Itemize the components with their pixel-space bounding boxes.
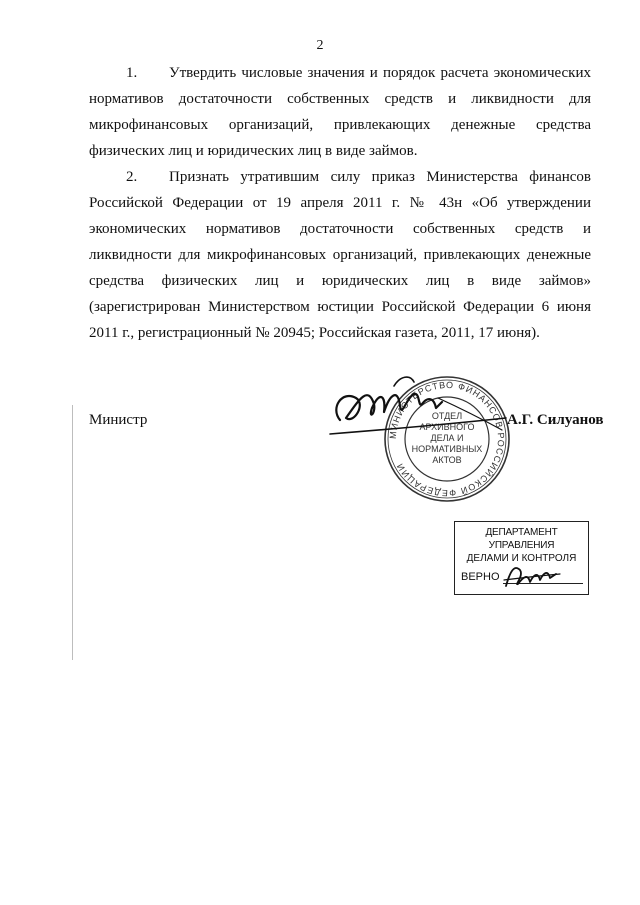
stamp-department-line-1: ДЕПАРТАМЕНТ УПРАВЛЕНИЯ bbox=[485, 527, 558, 551]
signatory-name: А.Г. Силуанов bbox=[507, 412, 604, 428]
seal-center-line-1: ОТДЕЛ bbox=[431, 411, 463, 421]
paragraph-1 bbox=[89, 60, 591, 164]
certification-signature bbox=[500, 556, 564, 596]
signatory-title: Министр bbox=[89, 412, 148, 428]
seal-center-line-3: ДЕЛА И bbox=[430, 433, 464, 443]
stamp-department-line-2: ДЕЛАМИ И КОНТРОЛЯ bbox=[466, 553, 577, 564]
paragraph-2 bbox=[89, 164, 591, 346]
seal-center-line-5: АКТОВ bbox=[432, 455, 462, 465]
page-number: 2 bbox=[316, 38, 324, 53]
handwritten-signature bbox=[310, 368, 510, 448]
seal-center-line-2: АРХИВНОГО bbox=[419, 422, 475, 432]
seal-outer-text: МИНИСТЕРСТВО ФИНАНСОВ РОССИЙСКОЙ ФЕДЕРАЦИИ bbox=[387, 379, 507, 499]
paragraph-1-text: Утвердить числовые значения и порядок расчета экономических нормативов достаточности собственных средств и ликвидности для микрофинансовых организаций, привлекающих денежные средства физических лиц и юридических лиц в виде займов. bbox=[89, 65, 591, 159]
margin-rule bbox=[72, 405, 73, 660]
paragraph-2-text: Признать утратившим силу приказ Министерства финансов Российской Федерации от 19 апреля 2011 г. № 43н «Об утверждении экономических нормативов достаточности собственных средств и ликвидности для микрофинансовых организаций, привлекающих денежные средства физических лиц и юридических лиц в виде займов» (зарегистрирован Министерством юстиции Российской Федерации 6 июня 2011 г., регистрационный № 20945; Российская газета, 2011, 17 июня). bbox=[89, 169, 591, 341]
document-body bbox=[89, 60, 591, 346]
stamp-verified-label: ВЕРНО bbox=[461, 571, 500, 583]
paragraph-1-number: 1. bbox=[126, 65, 138, 81]
seal-center-line-4: НОРМАТИВНЫХ bbox=[411, 444, 483, 454]
paragraph-2-number: 2. bbox=[126, 169, 138, 185]
